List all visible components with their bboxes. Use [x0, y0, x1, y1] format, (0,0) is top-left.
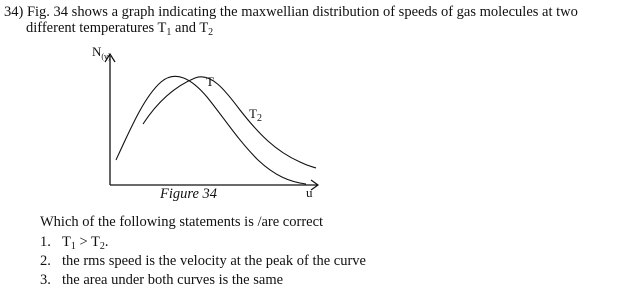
option-3 — [40, 272, 283, 288]
y-label-sub: (v) — [101, 52, 111, 61]
option-2 — [40, 253, 366, 269]
option-1 — [40, 234, 109, 252]
t1-subscript: 1 — [166, 27, 172, 38]
option-1-number: 1. — [40, 234, 51, 250]
question-and: and T — [171, 20, 209, 36]
option-1-t2-sub: 2 — [99, 241, 105, 252]
options-heading: Which of the following statements is /are correct — [40, 214, 324, 230]
option-2-number: 2. — [40, 253, 51, 269]
option-1-period: . — [104, 234, 109, 250]
curve1-label — [206, 74, 214, 90]
option-3-text: the area under both curves is the same — [62, 272, 284, 288]
option-1-mid: > T — [75, 234, 100, 250]
y-axis-label — [92, 44, 111, 60]
x-axis-label — [306, 185, 313, 201]
curve2-label — [249, 106, 262, 122]
question-text-2: different temperatures T — [26, 20, 167, 36]
option-1-t1-sub: 1 — [70, 241, 76, 252]
curve-t2 — [143, 77, 316, 168]
y-label-text: N — [92, 44, 102, 59]
question-text-1: Fig. 34 shows a graph indicating the maxwellian distribution of speeds of gas molecules at two — [26, 4, 578, 20]
x-label-text: u — [306, 185, 313, 200]
figure-caption: Figure 34 — [160, 186, 218, 202]
question-number: 34) — [4, 4, 24, 20]
curve1-label-text: T — [206, 74, 214, 89]
option-2-text: the rms speed is the velocity at the peak of the curve — [62, 253, 366, 269]
curve2-label-text: T — [249, 106, 257, 121]
t2-subscript: 2 — [208, 27, 214, 38]
curve-t1 — [116, 76, 306, 184]
curve2-label-sub: 2 — [256, 113, 262, 124]
option-3-number: 3. — [40, 272, 51, 288]
option-1-t1: T — [62, 234, 71, 250]
